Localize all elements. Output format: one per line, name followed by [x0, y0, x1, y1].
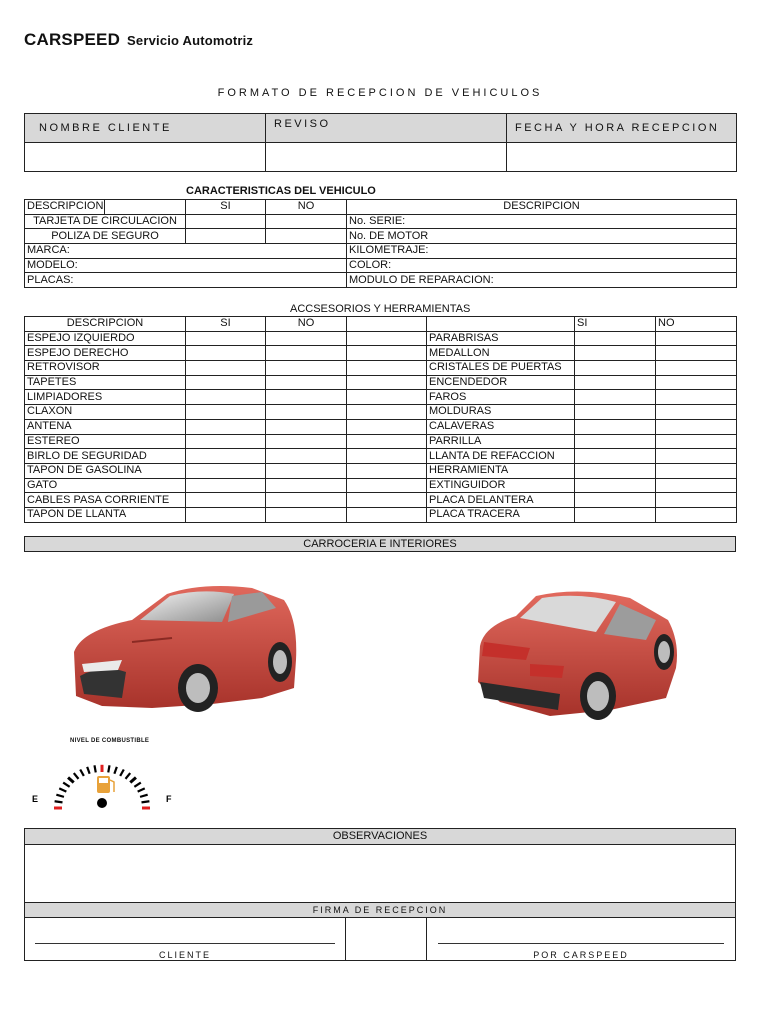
fuel-full-label: F: [166, 794, 172, 804]
reviso-label: REVISO: [266, 114, 507, 143]
accessory-blank-cell: [347, 361, 427, 376]
acc-col-blank: [427, 317, 575, 332]
accessory-item-label: LIMPIADORES: [25, 390, 186, 405]
accessory-row: [25, 449, 737, 464]
accessory-blank-cell: [347, 449, 427, 464]
observations-field[interactable]: [25, 845, 735, 901]
accessory-row: [25, 493, 737, 508]
vehicle-field[interactable]: MODULO DE REPARACION:: [347, 273, 737, 288]
vehicle-field[interactable]: KILOMETRAJE:: [347, 244, 737, 259]
accessory-item-label: CALAVERAS: [427, 419, 575, 434]
accessory-si-cell[interactable]: [186, 434, 266, 449]
accessory-blank-cell: [347, 478, 427, 493]
accessory-no-cell[interactable]: [266, 390, 347, 405]
accessory-no-cell[interactable]: [656, 390, 737, 405]
accessory-no-cell[interactable]: [266, 405, 347, 420]
gauge-tick: [134, 783, 140, 787]
accessory-row: [25, 390, 737, 405]
gauge-tick: [130, 777, 136, 782]
accessory-si-cell[interactable]: [575, 375, 656, 390]
accessory-si-cell[interactable]: [186, 419, 266, 434]
accessory-si-cell[interactable]: [575, 346, 656, 361]
signature-divider: [426, 918, 427, 961]
accessory-item-label: FAROS: [427, 390, 575, 405]
gauge-tick: [120, 770, 124, 776]
vehicle-field[interactable]: No. DE MOTOR: [347, 229, 737, 244]
accessory-blank-cell: [347, 463, 427, 478]
accessory-no-cell[interactable]: [266, 361, 347, 376]
fuel-gauge-label: NIVEL DE COMBUSTIBLE: [70, 738, 150, 744]
client-name-label: NOMBRE CLIENTE: [25, 114, 266, 143]
accessory-blank-cell: [347, 493, 427, 508]
signature-divider: [345, 918, 346, 961]
accessory-row: [25, 434, 737, 449]
accessory-blank-cell: [347, 419, 427, 434]
accessory-no-cell[interactable]: [266, 375, 347, 390]
accessory-si-cell[interactable]: [186, 361, 266, 376]
accessory-si-cell[interactable]: [575, 419, 656, 434]
body-section-bar: CARROCERIA E INTERIORES: [24, 536, 736, 552]
accessory-no-cell[interactable]: [266, 463, 347, 478]
client-header-table: [24, 113, 737, 172]
accessory-item-label: CABLES PASA CORRIENTE: [25, 493, 186, 508]
gauge-tick: [56, 795, 64, 797]
accessory-no-cell[interactable]: [656, 346, 737, 361]
accessory-no-cell[interactable]: [656, 449, 737, 464]
gauge-tick: [108, 765, 109, 772]
accessories-section-title: ACCSESORIOS Y HERRAMIENTAS: [290, 303, 471, 315]
accessory-si-cell[interactable]: [575, 478, 656, 493]
accessory-row: [25, 361, 737, 376]
vehicle-field[interactable]: MODELO:: [25, 258, 347, 273]
accessory-row: [25, 463, 737, 478]
accessory-item-label: PARRILLA: [427, 434, 575, 449]
vehicle-col-blank: [105, 200, 186, 215]
accessory-no-cell[interactable]: [656, 463, 737, 478]
accessory-no-cell[interactable]: [656, 507, 737, 522]
acc-col-si: SI: [575, 317, 656, 332]
vehicle-no-cell[interactable]: [266, 229, 347, 244]
vehicle-field[interactable]: No. SERIE:: [347, 214, 737, 229]
accessory-si-cell[interactable]: [186, 463, 266, 478]
accessory-si-cell[interactable]: [186, 478, 266, 493]
vehicle-field[interactable]: PLACAS:: [25, 273, 347, 288]
accessory-item-label: ESPEJO DERECHO: [25, 346, 186, 361]
accessory-si-cell[interactable]: [575, 390, 656, 405]
accessory-no-cell[interactable]: [266, 434, 347, 449]
accessory-blank-cell: [347, 507, 427, 522]
vehicle-row-label: TARJETA DE CIRCULACION: [25, 214, 186, 229]
acc-col-no: NO: [656, 317, 737, 332]
accessory-no-cell[interactable]: [656, 434, 737, 449]
accessory-blank-cell: [347, 346, 427, 361]
vehicle-table: [24, 199, 737, 288]
accessory-row: [25, 375, 737, 390]
signature-title: FIRMA DE RECEPCION: [25, 902, 735, 918]
car-rear-view-image: [470, 586, 682, 728]
vehicle-si-cell[interactable]: [186, 229, 266, 244]
accessory-item-label: TAPON DE LLANTA: [25, 507, 186, 522]
vehicle-no-cell[interactable]: [266, 214, 347, 229]
vehicle-col-no: NO: [266, 200, 347, 215]
accessory-si-cell[interactable]: [186, 375, 266, 390]
accessory-item-label: TAPETES: [25, 375, 186, 390]
accessory-item-label: PLACA TRACERA: [427, 507, 575, 522]
accessory-si-cell[interactable]: [575, 493, 656, 508]
vehicle-field[interactable]: MARCA:: [25, 244, 347, 259]
accessory-item-label: HERRAMIENTA: [427, 463, 575, 478]
accessory-item-label: ESPEJO IZQUIERDO: [25, 331, 186, 346]
accessory-no-cell[interactable]: [656, 405, 737, 420]
accessory-si-cell[interactable]: [575, 463, 656, 478]
accessory-item-label: PLACA DELANTERA: [427, 493, 575, 508]
brand-subtitle: Servicio Automotriz: [127, 33, 254, 48]
accessory-no-cell[interactable]: [266, 493, 347, 508]
accessory-si-cell[interactable]: [186, 449, 266, 464]
accessory-item-label: TAPON DE GASOLINA: [25, 463, 186, 478]
accessory-blank-cell: [347, 375, 427, 390]
accessory-si-cell[interactable]: [186, 405, 266, 420]
accessory-row: [25, 331, 737, 346]
accessory-no-cell[interactable]: [266, 346, 347, 361]
vehicle-col-desc2: DESCRIPCION: [347, 200, 737, 215]
accessory-no-cell[interactable]: [656, 419, 737, 434]
accessory-no-cell[interactable]: [656, 493, 737, 508]
accessory-item-label: RETROVISOR: [25, 361, 186, 376]
gauge-tick: [68, 777, 74, 782]
accessory-si-cell[interactable]: [575, 434, 656, 449]
vehicle-section-title: CARACTERISTICAS DEL VEHICULO: [186, 185, 376, 197]
accessory-si-cell[interactable]: [186, 507, 266, 522]
gauge-tick: [114, 767, 116, 774]
accessory-no-cell[interactable]: [266, 478, 347, 493]
gauge-tick: [87, 767, 89, 774]
accessory-no-cell[interactable]: [656, 361, 737, 376]
accessory-row: [25, 507, 737, 522]
accessory-item-label: CLAXON: [25, 405, 186, 420]
accessory-row: [25, 419, 737, 434]
gauge-tick: [80, 770, 84, 776]
accessory-si-cell[interactable]: [575, 361, 656, 376]
accessory-item-label: BIRLO DE SEGURIDAD: [25, 449, 186, 464]
reviso-field[interactable]: [266, 143, 507, 172]
brand-title: [24, 30, 253, 50]
gauge-tick: [138, 788, 145, 791]
acc-col-desc: DESCRIPCION: [25, 317, 186, 332]
accessory-row: [25, 346, 737, 361]
form-title: FORMATO DE RECEPCION DE VEHICULOS: [217, 87, 543, 99]
fecha-label: FECHA Y HORA RECEPCION: [507, 114, 737, 143]
accessory-si-cell[interactable]: [575, 449, 656, 464]
accessory-item-label: PARABRISAS: [427, 331, 575, 346]
vehicle-row-label: POLIZA DE SEGURO: [25, 229, 186, 244]
gauge-tick: [94, 765, 95, 772]
vehicle-field[interactable]: COLOR:: [347, 258, 737, 273]
client-signature-line[interactable]: [35, 943, 335, 944]
accessory-item-label: GATO: [25, 478, 186, 493]
accessory-blank-cell: [347, 331, 427, 346]
accessory-no-cell[interactable]: [656, 331, 737, 346]
accessory-si-cell[interactable]: [186, 346, 266, 361]
gauge-tick: [126, 773, 131, 779]
acc-col-si: SI: [186, 317, 266, 332]
fuel-empty-label: E: [32, 794, 39, 804]
accessory-item-label: CRISTALES DE PUERTAS: [427, 361, 575, 376]
gauge-tick: [63, 783, 69, 787]
accessory-row: [25, 405, 737, 420]
gauge-tick: [59, 788, 66, 791]
accessory-row: [25, 478, 737, 493]
observations-title: OBSERVACIONES: [25, 829, 735, 845]
gauge-tick: [142, 801, 150, 802]
vehicle-col-desc: DESCRIPCION: [25, 200, 105, 215]
accessory-no-cell[interactable]: [656, 478, 737, 493]
client-signature-label: CLIENTE: [158, 950, 211, 960]
fecha-field[interactable]: [507, 143, 737, 172]
car-front-view-image: [62, 580, 302, 725]
accessory-item-label: ENCENDEDOR: [427, 375, 575, 390]
fuel-gauge-icon: [28, 746, 178, 810]
gauge-tick: [55, 801, 63, 802]
accessory-no-cell[interactable]: [266, 331, 347, 346]
acc-col-no: NO: [266, 317, 347, 332]
accessory-item-label: ESTEREO: [25, 434, 186, 449]
gauge-tick: [140, 795, 148, 797]
accessory-no-cell[interactable]: [656, 375, 737, 390]
gauge-tick: [74, 773, 79, 779]
client-name-field[interactable]: [25, 143, 266, 172]
accessory-item-label: ANTENA: [25, 419, 186, 434]
accessory-no-cell[interactable]: [266, 419, 347, 434]
accessory-item-label: MEDALLON: [427, 346, 575, 361]
accessory-item-label: EXTINGUIDOR: [427, 478, 575, 493]
accessory-item-label: MOLDURAS: [427, 405, 575, 420]
accessory-blank-cell: [347, 405, 427, 420]
accessories-table: [24, 316, 737, 523]
accessory-si-cell[interactable]: [186, 390, 266, 405]
accessory-item-label: LLANTA DE REFACCION: [427, 449, 575, 464]
accessory-si-cell[interactable]: [186, 331, 266, 346]
vehicle-col-si: SI: [186, 200, 266, 215]
acc-col-blank: [347, 317, 427, 332]
accessory-si-cell[interactable]: [186, 493, 266, 508]
accessory-si-cell[interactable]: [575, 405, 656, 420]
accessory-blank-cell: [347, 390, 427, 405]
carspeed-signature-line[interactable]: [438, 943, 724, 944]
accessory-no-cell[interactable]: [266, 507, 347, 522]
brand-name: CARSPEED: [24, 30, 121, 49]
accessory-si-cell[interactable]: [575, 507, 656, 522]
accessory-si-cell[interactable]: [575, 331, 656, 346]
vehicle-si-cell[interactable]: [186, 214, 266, 229]
carspeed-signature-label: POR CARSPEED: [533, 950, 629, 960]
accessory-blank-cell: [347, 434, 427, 449]
accessory-no-cell[interactable]: [266, 449, 347, 464]
observations-box: [24, 828, 736, 961]
